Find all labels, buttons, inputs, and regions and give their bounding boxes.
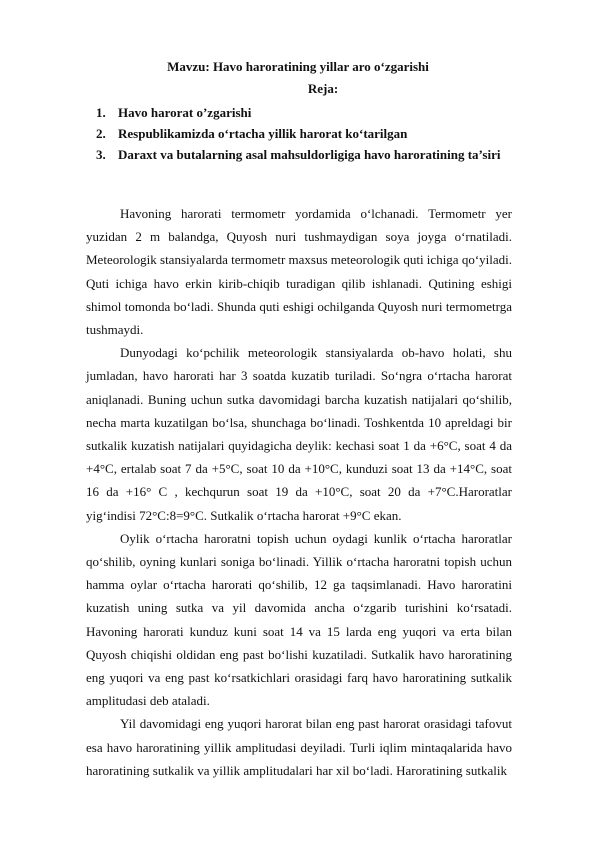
body-paragraph: Oylik o‘rtacha haroratni topish uchun oydagi kunlik o‘rtacha haroratlar qo‘shilib, oyning kunlari soniga bo‘linadi. Yillik o‘rtacha haroratni topish uchun hamma oylar o‘rtacha harorati qo‘shilib, 12 ga taqsimlanadi. Havo haroratini kuzatish uning sutka va yil davomida ancha o‘zgarib turishini ko‘rsatadi. Havoning harorati kunduz kuni soat 14 va 15 larda eng yuqori va erta bilan Quyosh chiqishi oldidan eng past bo‘lishi kuzatiladi. Sutkalik havo haroratining eng yuqori va eng past ko‘rsatkichlari orasidagi farq havo haroratining sutkalik amplitudasi deb ataladi.	[86, 530, 512, 709]
plan-item-number: 2.	[96, 126, 106, 141]
plan-item	[96, 146, 500, 167]
body-paragraph: Dunyodagi ko‘pchilik meteorologik stansiyalarda ob-havo holati, shu jumladan, havo harorati har 3 soatda kuzatib turiladi. So‘ngra o‘rtacha harorat aniqlanadi. Buning uchun sutka davomidagi barcha kuzatish natijalari qo‘shilib, necha marta kuzatilgan bo‘lsa, shunchaga bo‘linadi. Toshkentda 10 apreldagi bir sutkalik kuzatish natijalari quyidagicha deylik: kechasi soat 1 da +6°C, soat 4 da +4°C, ertalab soat 7 da +5°C, soat 10 da +10°C, kunduzi soat 13 da +14°C, soat 16 da +16° C , kechqurun soat 19 da +10°C, soat 20 da +7°C.Haroratlar yig‘indisi 72°C:8=9°C. Sutkalik o‘rtacha harorat +9°C ekan.	[86, 345, 512, 523]
document-body	[86, 202, 512, 782]
plan-list	[96, 104, 500, 167]
body-paragraph: Havoning harorati termometr yordamida o‘lchanadi. Termometr yer yuzidan 2 m balandga, Quyosh nuri tushmaydigan soya joyga o‘rnatiladi. Meteorologik stansiyalarda termometr maxsus meteorologik quti ichiga qo‘yiladi. Quti ichiga havo erkin kirib-chiqib turadigan qilib ishlanadi. Qutining eshigi shimol tomonda bo‘ladi. Shunda quti eshigi ochilganda Quyosh nuri termometrga tushmaydi.	[86, 206, 513, 338]
plan-item-text: Havo harorat o’zgarishi	[118, 105, 252, 120]
plan-item	[96, 104, 500, 125]
plan-heading: Reja:	[307, 81, 339, 96]
plan-item-number: 3.	[96, 147, 106, 162]
document-title: Mavzu: Havo haroratining yillar aro o‘zgarishi	[167, 59, 429, 74]
plan-item	[96, 125, 500, 146]
plan-item-text: Daraxt va butalarning asal mahsuldorligiga havo haroratining ta’siri	[118, 147, 501, 162]
plan-item-number: 1.	[96, 105, 106, 120]
plan-item-text: Respublikamizda o‘rtacha yillik harorat ko‘tarilgan	[118, 126, 408, 141]
body-paragraph: Yil davomidagi eng yuqori harorat bilan eng past harorat orasidagi tafovut esa havo haroratining yillik amplitudasi deyiladi. Turli iqlim mintaqalarida havo haroratining sutkalik va yillik amplitudalari har xil bo‘ladi. Haroratining sutkalik	[86, 716, 512, 778]
